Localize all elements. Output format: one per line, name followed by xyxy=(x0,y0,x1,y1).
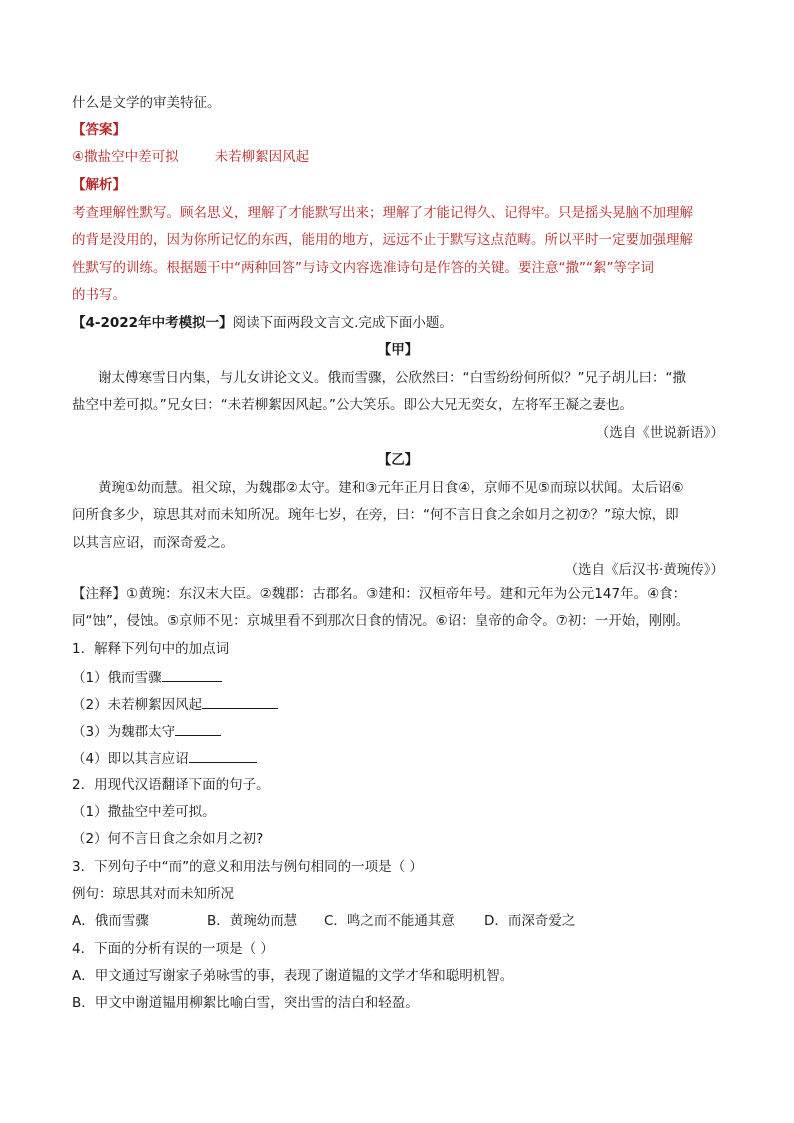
passage-yi-line: 以其言应诏，而深奇爱之。 xyxy=(72,535,234,551)
q1-stem: 1．解释下列句中的加点词 xyxy=(72,641,230,657)
analysis-line: 考查理解性默写。顾名思义，理解了才能默写出来；理解了才能记得久、记得牢。只是摇头晃脑不加理解 xyxy=(72,205,693,221)
question-header xyxy=(72,314,453,332)
q3-stem: 3．下列句子中“而”的意义和用法与例句相同的一项是（ ） xyxy=(72,859,423,875)
passage-yi-line: 问所食多少，琼思其对而未知所况。琬年七岁，在旁，曰：“何不言日食之余如月之初⑦？”琼大惊，即 xyxy=(72,507,679,523)
q1-item: （1）俄而雪骤 xyxy=(72,667,222,687)
passage-yi-line: 黄琬①幼而慧。祖父琼，为魏郡②太守。建和③元年正月日食④，京师不见⑤而琼以状闻。太后诏⑥ xyxy=(98,480,684,496)
notes-line: 同“蚀”，侵蚀。⑤京师不见：京城里看不到那次日食的情况。⑥诏：皇帝的命令。⑦初：一开始，刚刚。 xyxy=(72,613,690,629)
q4-option-a[interactable]: A．甲文通过写谢家子弟咏雪的事，表现了谢道韫的文学才华和聪明机智。 xyxy=(72,968,514,984)
passage-jia-title: 【甲】 xyxy=(377,342,419,358)
q3-option-d[interactable]: D．而深奇爱之 xyxy=(484,913,576,929)
answer-blank[interactable] xyxy=(162,667,222,682)
analysis-line: 性默写的训练。根据题干中“两种回答”与诗文内容选准诗句是作答的关键。要注意“撒”“絮”等字词 xyxy=(72,260,654,276)
passage-jia-source: （选自《世说新语》） xyxy=(595,425,724,441)
answer-text-b: 未若柳絮因风起 xyxy=(214,149,310,165)
passage-jia-line: 盐空中差可拟。”兄女曰：“未若柳絮因风起。”公大笑乐。即公大兄无奕女，左将军王凝之妻也。 xyxy=(72,397,633,413)
answer-blank[interactable] xyxy=(189,748,257,763)
question-instruction: 阅读下面两段文言文.完成下面小题。 xyxy=(232,315,453,331)
answer-text xyxy=(72,148,309,166)
answer-label: 【答案】 xyxy=(72,122,126,138)
passage-yi-source: （选自《后汉书·黄琬传》） xyxy=(564,562,724,578)
q3-example: 例句：琼思其对而未知所况 xyxy=(72,886,234,902)
answer-text-a: ④撒盐空中差可拟 xyxy=(72,149,179,165)
answer-blank[interactable] xyxy=(175,721,221,736)
q2-item: （2）何不言日食之余如月之初? xyxy=(72,831,264,847)
q2-item: （1）撒盐空中差可拟。 xyxy=(72,804,216,820)
answer-blank[interactable] xyxy=(202,694,278,709)
analysis-line: 的背是没用的，因为你所记忆的东西，能用的地方，远远不止于默写这点范畴。所以平时一定要加强理解 xyxy=(72,232,693,248)
intro-line: 什么是文学的审美特征。 xyxy=(72,95,221,111)
q4-option-b[interactable]: B．甲文中谢道韫用柳絮比喻白雪，突出雪的洁白和轻盈。 xyxy=(72,995,419,1011)
q2-stem: 2．用现代汉语翻译下面的句子。 xyxy=(72,777,270,793)
q1-item: （4）即以其言应诏 xyxy=(72,748,257,768)
q3-options xyxy=(72,912,724,930)
q1-item: （3）为魏郡太守 xyxy=(72,721,221,741)
passage-jia-line: 谢太傅寒雪日内集，与儿女讲论文义。俄而雪骤，公欣然曰：“白雪纷纷何所似？”兄子胡儿曰：“撒 xyxy=(98,370,686,386)
notes-line: 【注释】①黄琬：东汉末大臣。②魏郡：古郡名。③建和：汉桓帝年号。建和元年为公元147年。④食： xyxy=(72,586,687,602)
analysis-line: 的书写。 xyxy=(72,287,126,303)
q3-option-c[interactable]: C．鸣之而不能通其意 xyxy=(324,913,455,929)
q1-item: （2）未若柳絮因风起 xyxy=(72,694,278,714)
q3-option-a[interactable]: A．俄而雪骤 xyxy=(72,913,149,929)
q4-stem: 4．下面的分析有误的一项是（ ） xyxy=(72,941,274,957)
q3-option-b[interactable]: B．黄琬幼而慧 xyxy=(207,913,298,929)
analysis-label: 【解析】 xyxy=(72,177,126,193)
passage-yi-title: 【乙】 xyxy=(377,452,419,468)
question-tag: 【4-2022年中考模拟一】 xyxy=(72,315,233,331)
